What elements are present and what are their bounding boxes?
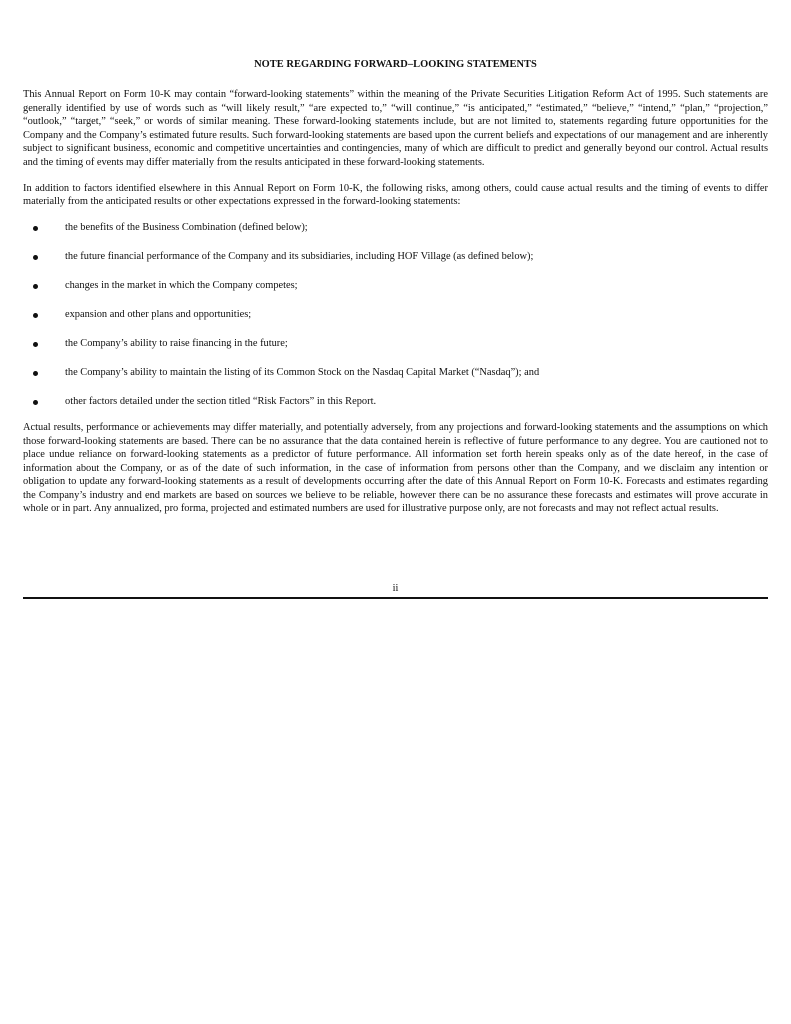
list-item-text: the benefits of the Business Combination (defined below); [65,221,308,233]
page-number: ii [392,583,399,594]
footer-rule [23,597,768,599]
bullet-icon [33,371,38,376]
list-item-text: the Company’s ability to maintain the listing of its Common Stock on the Nasdaq Capital Market (“Nasdaq”); and [65,367,540,379]
list-item [23,250,768,264]
bullet-icon [33,255,38,260]
page-footer [23,583,768,599]
list-item [23,279,768,293]
page-title: NOTE REGARDING FORWARD–LOOKING STATEMENTS [254,59,537,70]
bullet-icon [33,313,38,318]
list-item-text: the Company’s ability to raise financing in the future; [65,338,288,350]
bullet-icon [33,342,38,347]
list-item-text: other factors detailed under the section titled “Risk Factors” in this Report. [65,396,377,408]
bullet-icon [33,226,38,231]
risk-factors-list [23,221,768,409]
list-item-text: the future financial performance of the Company and its subsidiaries, including HOF Village (as defined below); [65,250,534,262]
list-item-text: changes in the market in which the Company competes; [65,279,298,291]
bullet-icon [33,400,38,405]
intro-paragraph: This Annual Report on Form 10-K may contain “forward-looking statements” within the meaning of the Private Securities Litigation Reform Act of 1995. Such statements are generally identified by use of words such as “will likely result,” “are expected to,” “will continue,” “is anticipated,” “estimated,” “believe,” “intend,” “plan,” “projection,” “outlook,” “target,” “seek,” or words of similar meaning. These forward-looking statements include, but are not limited to, statements regarding future opportunities for the Company and the Company’s estimated future results. Such forward-looking statements are based upon the current beliefs and expectations of our management and are inherently subject to significant business, economic and competitive uncertainties and contingencies, many of which are difficult to predict and generally beyond our control. Actual results and the timing of events may differ materially from the results anticipated in these forward-looking statements. [23,89,768,168]
list-item [23,366,768,380]
bullet-icon [33,284,38,289]
list-item [23,395,768,409]
list-item [23,337,768,351]
risk-factors-intro-paragraph: In addition to factors identified elsewhere in this Annual Report on Form 10-K, the following risks, among others, could cause actual results and the timing of events to differ materially from the anticipated results or other expectations expressed in the forward-looking statements: [23,182,768,208]
document-page [23,58,768,528]
disclaimer-paragraph: Actual results, performance or achievements may differ materially, and potentially adversely, from any projections and forward-looking statements and the assumptions on which those forward-looking statements are based. There can be no assurance that the data contained herein is reflective of future performance to any degree. You are cautioned not to place undue reliance on forward-looking statements as a predictor of future performance. All information set forth herein speaks only as of the date hereof, in the case of information about the Company, or as of the date of such information, in the case of information from persons other than the Company, and we disclaim any intention or obligation to update any forward-looking statements as a result of developments occurring after the date of this Annual Report on Form 10-K. Forecasts and estimates regarding the Company’s industry and end markets are based on sources we believe to be reliable, however there can be no assurance these forecasts and estimates will prove accurate in whole or in part. Any annualized, pro forma, projected and estimated numbers are used for illustrative purpose only, are not forecasts and may not reflect actual results. [23,421,768,515]
list-item [23,308,768,322]
list-item [23,221,768,235]
list-item-text: expansion and other plans and opportunities; [65,309,252,321]
